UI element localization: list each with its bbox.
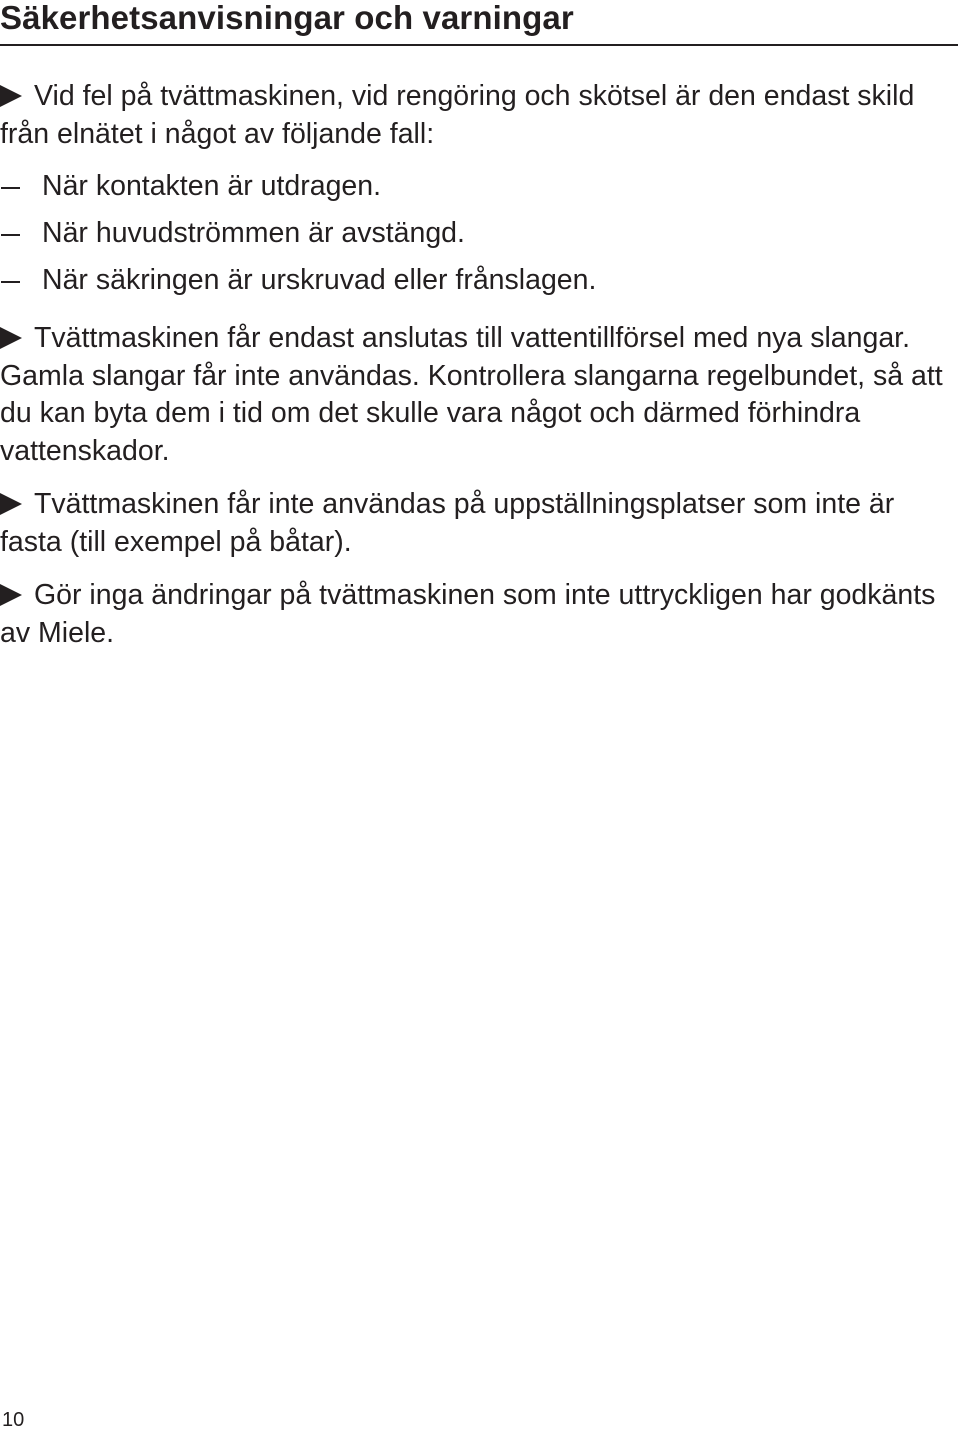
page-title: Säkerhetsanvisningar och varningar xyxy=(0,0,574,36)
warning-text: Tvättmaskinen får inte användas på uppställningsplatser som inte är fasta (till exempel på båtar). xyxy=(0,488,895,558)
title-divider xyxy=(0,44,958,46)
condition-list xyxy=(0,163,952,304)
list-item xyxy=(0,210,952,257)
list-item-text: När säkringen är urskruvad eller frånslagen. xyxy=(42,264,597,296)
page-number: 10 xyxy=(2,1409,25,1431)
warning-text: Vid fel på tvättmaskinen, vid rengöring och skötsel är den endast skild från elnätet i något av följande fall: xyxy=(0,80,915,150)
arrow-right-icon xyxy=(0,327,22,349)
arrow-right-icon xyxy=(0,584,22,606)
list-item-text: När huvudströmmen är avstängd. xyxy=(42,217,465,249)
dash-icon xyxy=(1,234,20,236)
arrow-right-icon xyxy=(0,85,22,107)
list-item xyxy=(0,163,952,210)
warning-text: Tvättmaskinen får endast anslutas till vattentillförsel med nya slangar. Gamla slangar får inte användas. Kontrollera slangarna regelbundet, så att du kan byta dem i tid om det skulle vara något och därmed förhindra vattenskador. xyxy=(0,322,943,467)
list-item-text: När kontakten är utdragen. xyxy=(42,170,382,202)
arrow-right-icon xyxy=(0,493,22,515)
safety-content xyxy=(0,78,952,652)
warning-paragraph xyxy=(0,78,952,153)
warning-paragraph xyxy=(0,577,952,652)
dash-icon xyxy=(1,281,20,283)
warning-paragraph xyxy=(0,486,952,561)
warning-text: Gör inga ändringar på tvättmaskinen som inte uttryckligen har godkänts av Miele. xyxy=(0,579,936,649)
warning-paragraph xyxy=(0,320,952,470)
list-item xyxy=(0,257,952,304)
dash-icon xyxy=(1,187,20,189)
